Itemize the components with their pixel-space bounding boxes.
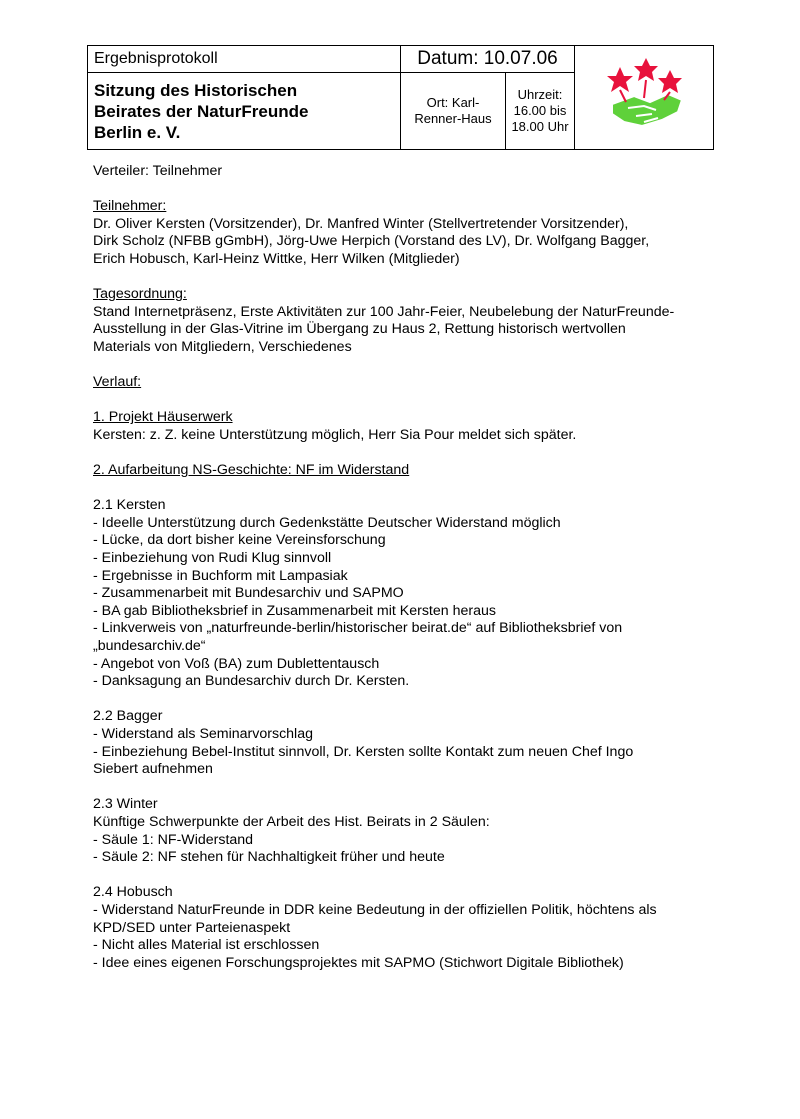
proceedings-heading: Verlauf: [93, 374, 142, 391]
participants-line: Dr. Oliver Kersten (Vorsitzender), Dr. Manfred Winter (Stellvertretender Vorsitzender), [93, 215, 629, 232]
section-2-4-heading: 2.4 Hobusch [93, 884, 173, 901]
time-line: 16.00 bis [513, 103, 567, 118]
naturfreunde-logo-icon [598, 56, 690, 134]
meeting-title [88, 73, 401, 150]
section-1-text: Kersten: z. Z. keine Unterstützung möglich, Herr Sia Pour meldet sich später. [93, 426, 577, 443]
title-line: Berlin e. V. [94, 122, 181, 142]
section-2-1-item: - Danksagung an Bundesarchiv durch Dr. Kersten. [93, 673, 410, 690]
section-2-4-item: KPD/SED unter Parteienaspekt [93, 919, 291, 936]
logo-cell [575, 46, 714, 150]
participants-heading: Teilnehmer: [93, 198, 167, 215]
doc-type-label: Ergebnisprotokoll [88, 46, 401, 73]
time-field [506, 73, 575, 150]
section-1-heading: 1. Projekt Häuserwerk [93, 409, 233, 426]
section-2-2-item: - Widerstand als Seminarvorschlag [93, 726, 313, 742]
agenda-heading: Tagesordnung: [93, 286, 187, 303]
section-2-2-heading: 2.2 Bagger [93, 708, 163, 725]
section-2-2-item: Siebert aufnehmen [93, 761, 213, 778]
title-line: Sitzung des Historischen [94, 80, 298, 100]
location-line: Renner-Haus [414, 111, 492, 126]
section-2-1-item: - BA gab Bibliotheksbrief in Zusammenarbeit mit Kersten heraus [93, 602, 496, 619]
section-2-1-item: - Ergebnisse in Buchform mit Lampasiak [93, 567, 348, 584]
time-line: Uhrzeit: [517, 87, 563, 102]
section-2-3-item: - Säule 2: NF stehen für Nachhaltigkeit früher und heute [93, 849, 445, 866]
section-2-1-heading: 2.1 Kersten [93, 497, 166, 514]
location-line: Ort: Karl- [426, 95, 480, 110]
section-2-heading: 2. Aufarbeitung NS-Geschichte: NF im Widerstand [93, 462, 410, 479]
section-2-4-item: - Nicht alles Material ist erschlossen [93, 937, 320, 954]
section-2-3-item: Künftige Schwerpunkte der Arbeit des Hist. Beirats in 2 Säulen: [93, 813, 490, 830]
section-2-1-item: - Einbeziehung von Rudi Klug sinnvoll [93, 550, 332, 567]
date-field: Datum: 10.07.06 [401, 46, 575, 73]
section-2-4-item: - Widerstand NaturFreunde in DDR keine Bedeutung in der offiziellen Politik, höchtens als [93, 901, 657, 918]
agenda-line: Materials von Mitgliedern, Verschiedenes [93, 338, 352, 355]
section-2-2-item: - Einbeziehung Bebel-Institut sinnvoll, Dr. Kersten sollte Kontakt zum neuen Chef Ingo [93, 743, 634, 760]
agenda-line: Ausstellung in der Glas-Vitrine im Übergang zu Haus 2, Rettung historisch wertvollen [93, 321, 626, 338]
participants-line: Dirk Scholz (NFBB gGmbH), Jörg-Uwe Herpich (Vorstand des LV), Dr. Wolfgang Bagger, [93, 233, 650, 250]
section-2-1-item: - Zusammenarbeit mit Bundesarchiv und SAPMO [93, 585, 404, 602]
title-line: Beirates der NaturFreunde [94, 101, 309, 121]
time-line: 18.00 Uhr [511, 119, 569, 134]
section-2-3-heading: 2.3 Winter [93, 796, 158, 813]
section-2-1-item: - Linkverweis von „naturfreunde-berlin/historischer beirat.de“ auf Bibliotheksbrief von [93, 620, 623, 637]
section-2-1-item: - Angebot von Voß (BA) zum Dublettentausch [93, 655, 380, 672]
location-field [401, 73, 506, 150]
section-2-1-item: - Ideelle Unterstützung durch Gedenkstätte Deutscher Widerstand möglich [93, 514, 561, 531]
section-2-4-item: - Idee eines eigenen Forschungsprojektes mit SAPMO (Stichwort Digitale Bibliothek) [93, 954, 624, 971]
distribution-line: Verteiler: Teilnehmer [93, 163, 223, 179]
protocol-body [93, 163, 713, 972]
section-2-1-item: „bundesarchiv.de“ [93, 638, 206, 655]
section-2-1-item: - Lücke, da dort bisher keine Vereinsforschung [93, 532, 386, 549]
header-table [87, 45, 714, 150]
section-2-3-item: - Säule 1: NF-Widerstand [93, 831, 254, 848]
participants-line: Erich Hobusch, Karl-Heinz Wittke, Herr Wilken (Mitglieder) [93, 250, 460, 267]
agenda-line: Stand Internetpräsenz, Erste Aktivitäten zur 100 Jahr-Feier, Neubelebung der NaturFreunde- [93, 303, 675, 320]
